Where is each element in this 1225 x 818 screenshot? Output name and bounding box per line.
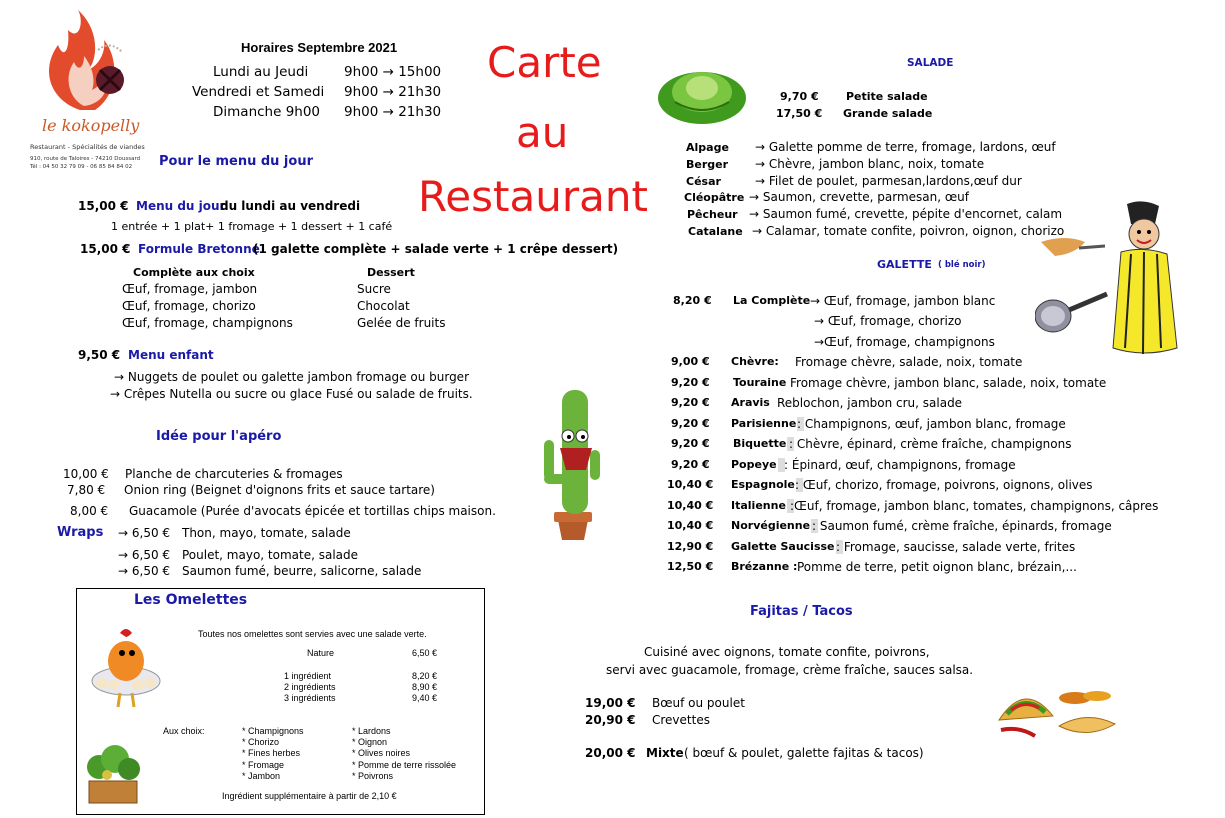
omelette-choix-4: * Fromage: [242, 760, 285, 770]
galette-name-11: Brézanne :: [731, 560, 798, 573]
fajitas-desc-2: servi avec guacamole, fromage, crème fraîche, sauces salsa.: [606, 663, 974, 677]
galette-desc-8: :Œuf, fromage, jambon blanc, tomates, champignons, câpres: [790, 499, 1159, 513]
bretonne-price: 15,00 €: [80, 242, 131, 256]
galette-name-2: Touraine: [733, 376, 787, 389]
mixte-price: 20,00 €: [585, 746, 636, 760]
galette-desc-3: Reblochon, jambon cru, salade: [777, 396, 963, 410]
omelette-choix-2: * Chorizo: [242, 737, 280, 747]
omelette-choix-3: * Fines herbes: [242, 748, 301, 758]
logo-address-line: 910, route de Taloires - 74210 Doussard: [30, 156, 141, 162]
kokopelli-logo-icon: [40, 10, 150, 115]
apero-label-3: Guacamole (Purée d'avocats épicée et tortillas chips maison.: [129, 504, 496, 518]
omelette-price-label-3: 2 ingrédients: [284, 682, 336, 692]
wrap-price-2: → 6,50 €: [118, 548, 171, 562]
cactus-mascot-icon: [538, 380, 608, 542]
salade-heading: SALADE: [907, 57, 954, 69]
galette-price-7: 10,40 €: [667, 478, 714, 491]
complete-choix-2: Œuf, fromage, chorizo: [122, 299, 256, 313]
chicken-icon: [82, 625, 170, 709]
salade-desc-3: → Filet de poulet, parmesan,lardons,œuf dur: [755, 174, 1022, 188]
galette-name-9: [731, 519, 818, 533]
complete-choix-3: Œuf, fromage, champignons: [122, 316, 293, 330]
logo-phone-line: Tél : 04 50 32 79 09 - 06 85 84 84 02: [30, 164, 133, 170]
apero-label-1: Planche de charcuteries & fromages: [125, 467, 343, 481]
salade-desc-5: → Saumon fumé, crevette, pépite d'encornet, calam: [749, 207, 1063, 221]
omelette-price-1: 6,50 €: [412, 648, 438, 658]
omelette-choix-10: * Poivrons: [352, 771, 394, 781]
galette-complete-line-3: →Œuf, fromage, champignons: [814, 335, 995, 349]
apero-label-2: Onion ring (Beignet d'oignons frits et sauce tartare): [124, 483, 435, 497]
wrap-label-1: Thon, mayo, tomate, salade: [182, 526, 351, 540]
mixte-label: Mixte: [646, 746, 684, 760]
salade-desc-6: → Calamar, tomate confite, poivron, oignon, chorizo: [752, 224, 1065, 238]
title-line-1: Carte: [487, 38, 602, 87]
menu-jour-days: du lundi au vendredi: [220, 199, 361, 213]
mixte-desc: ( bœuf & poulet, galette fajitas & tacos): [684, 746, 924, 760]
lettuce-icon: [655, 58, 750, 126]
wrap-label-3: Saumon fumé, beurre, salicorne, salade: [182, 564, 422, 578]
fajitas-desc-1: Cuisiné avec oignons, tomate confite, poivrons,: [644, 645, 930, 659]
omelette-price-label-1: Nature: [307, 648, 335, 658]
omelettes-intro: Toutes nos omelettes sont servies avec une salade verte.: [198, 629, 427, 639]
bretonne-detail: (1 galette complète + salade verte + 1 crêpe dessert): [253, 242, 619, 256]
galette-price-8: 10,40 €: [667, 499, 714, 512]
hours-days-3: Dimanche 9h00: [213, 104, 321, 120]
hours-days-2: Vendredi et Samedi: [192, 84, 325, 100]
fajitas-label-1: Bœuf ou poulet: [652, 696, 745, 710]
galette-name-1: Chèvre:: [731, 355, 779, 368]
dessert-heading: Dessert: [367, 266, 415, 279]
galette-name-6: [731, 458, 785, 472]
salade-name-1: Alpage: [686, 141, 729, 154]
wrap-price-3: → 6,50 €: [118, 564, 171, 578]
hours-time-1: 9h00 → 15h00: [344, 64, 442, 80]
salade-name-3: César: [686, 175, 721, 188]
salade-name-6: Catalane: [688, 225, 743, 238]
enfant-label: Menu enfant: [128, 348, 214, 362]
galette-price-9: 10,40 €: [667, 519, 714, 532]
hours-days-1: Lundi au Jeudi: [213, 64, 309, 80]
menu-jour-heading: Pour le menu du jour: [159, 154, 313, 169]
galette-desc-2: Fromage chèvre, jambon blanc, salade, noix, tomate: [790, 376, 1107, 390]
hours-title: Horaires Septembre 2021: [241, 40, 398, 55]
omelettes-heading: Les Omelettes: [134, 592, 248, 608]
salade-size-price-1: 9,70 €: [780, 90, 819, 103]
salade-name-4: Cléopâtre: [684, 191, 745, 204]
galette-name-10: [731, 540, 843, 554]
enfant-price: 9,50 €: [78, 348, 121, 362]
salade-desc-4: → Saumon, crevette, parmesan, œuf: [749, 190, 969, 204]
salade-size-label-2: Grande salade: [843, 107, 933, 120]
galette-heading: GALETTE: [877, 258, 932, 271]
galette-name-9-text: Norvégienne: [731, 519, 811, 532]
galette-desc-5: : Chèvre, épinard, crème fraîche, champignons: [789, 437, 1072, 451]
tacos-icon: [995, 680, 1120, 742]
apero-price-2: 7,80 €: [67, 483, 106, 497]
galette-desc-4: : Champignons, œuf, jambon blanc, fromage: [797, 417, 1066, 431]
galette-price-3: 9,20 €: [671, 396, 710, 409]
title-line-2: au: [516, 108, 569, 157]
galette-price-2: 9,20 €: [671, 376, 710, 389]
omelette-choix-6: * Lardons: [352, 726, 391, 736]
omelette-choix-8: * Olives noires: [352, 748, 411, 758]
galette-price-11: 12,50 €: [667, 560, 714, 573]
galette-desc-1: Fromage chèvre, salade, noix, tomate: [795, 355, 1023, 369]
omelette-price-4: 9,40 €: [412, 693, 438, 703]
fajitas-label-2: Crevettes: [652, 713, 710, 727]
galette-desc-6: : Épinard, œuf, champignons, fromage: [784, 458, 1016, 472]
salade-name-5: Pêcheur: [687, 208, 738, 221]
galette-desc-9: : Saumon fumé, crème fraîche, épinards, fromage: [812, 519, 1112, 533]
omelette-price-label-2: 1 ingrédient: [284, 671, 332, 681]
fajitas-price-2: 20,90 €: [585, 713, 636, 727]
galette-name-4-text: Parisienne: [731, 417, 797, 430]
galette-name-5-text: Biquette: [733, 437, 787, 450]
galette-desc-10: : Fromage, saucisse, salade verte, frites: [836, 540, 1076, 554]
dessert-3: Gelée de fruits: [357, 316, 446, 330]
salade-name-2: Berger: [686, 158, 729, 171]
galette-name-3: Aravis: [731, 396, 770, 409]
logo-address: [30, 155, 140, 171]
enfant-line-2: → Crêpes Nutella ou sucre ou glace Fusé ou salade de fruits.: [110, 387, 473, 401]
omelette-choix-5: * Jambon: [242, 771, 281, 781]
restaurant-logo: [30, 10, 150, 170]
bretonne-label: Formule Bretonne: [138, 242, 260, 256]
logo-brand: le kokopelly: [42, 116, 140, 135]
galette-desc-7: : Œuf, chorizo, fromage, poivrons, oignons, olives: [795, 478, 1093, 492]
wrap-price-1: → 6,50 €: [118, 526, 171, 540]
menu-jour-label: Menu du jour: [136, 199, 226, 213]
apero-price-3: 8,00 €: [70, 504, 109, 518]
dessert-1: Sucre: [357, 282, 391, 296]
galette-desc-11: Pomme de terre, petit oignon blanc, brézain,...: [797, 560, 1077, 574]
galette-subheading: ( blé noir): [938, 260, 986, 270]
wraps-label: Wraps: [57, 525, 104, 540]
salade-size-label-1: Petite salade: [846, 90, 928, 103]
galette-price-6: 9,20 €: [671, 458, 710, 471]
menu-jour-price: 15,00 €: [78, 199, 129, 213]
omelette-price-label-4: 3 ingrédients: [284, 693, 336, 703]
galette-complete-line-1: → Œuf, fromage, jambon blanc: [810, 294, 996, 308]
galette-price-10: 12,90 €: [667, 540, 714, 553]
apero-price-1: 10,00 €: [63, 467, 109, 481]
omelette-choix-1: * Champignons: [242, 726, 304, 736]
galette-name-5: [733, 437, 794, 451]
galette-complete-line-2: → Œuf, fromage, chorizo: [814, 314, 962, 328]
omelette-choix-label: Aux choix:: [163, 726, 205, 736]
fajitas-heading: Fajitas / Tacos: [750, 604, 853, 619]
galette-name-4: [731, 417, 804, 431]
galette-name-7: [731, 478, 803, 492]
enfant-line-1: → Nuggets de poulet ou galette jambon fromage ou burger: [114, 370, 470, 384]
hours-time-3: 9h00 → 21h30: [344, 104, 442, 120]
title-line-3: Restaurant: [418, 172, 648, 221]
apero-heading: Idée pour l'apéro: [156, 429, 282, 444]
omelette-supplement: Ingrédient supplémentaire à partir de 2,10 €: [222, 791, 397, 801]
galette-complete-name: La Complète: [733, 294, 811, 307]
galette-name-8: [731, 499, 794, 513]
omelette-price-2: 8,20 €: [412, 671, 438, 681]
galette-price-1: 9,00 €: [671, 355, 710, 368]
omelette-choix-9: * Pomme de terre rissolée: [352, 760, 457, 770]
fajitas-price-1: 19,00 €: [585, 696, 636, 710]
omelettes-box: [76, 588, 485, 815]
galette-name-6-text: Popeye: [731, 458, 777, 471]
galette-price-5: 9,20 €: [671, 437, 710, 450]
complete-choix-1: Œuf, fromage, jambon: [122, 282, 258, 296]
salade-desc-1: → Galette pomme de terre, fromage, lardons, œuf: [755, 140, 1056, 154]
galette-name-7-text: Espagnole: [731, 478, 795, 491]
galette-price-4: 9,20 €: [671, 417, 710, 430]
hours-time-2: 9h00 → 21h30: [344, 84, 442, 100]
omelette-price-3: 8,90 €: [412, 682, 438, 692]
menu-jour-detail: 1 entrée + 1 plat+ 1 fromage + 1 dessert + 1 café: [111, 220, 393, 233]
wrap-label-2: Poulet, mayo, tomate, salade: [182, 548, 359, 562]
crepe-chef-icon: [1035, 198, 1190, 363]
complete-choix-heading: Complète aux choix: [133, 266, 255, 279]
logo-tagline: Restaurant - Spécialités de viandes: [30, 143, 145, 151]
omelette-choix-7: * Oignon: [352, 737, 388, 747]
herb-planter-icon: [83, 737, 143, 805]
galette-name-10-text: Galette Saucisse: [731, 540, 835, 553]
salade-size-price-2: 17,50 €: [776, 107, 823, 120]
galette-name-8-text: Italienne: [731, 499, 786, 512]
galette-complete-price: 8,20 €: [673, 294, 712, 307]
salade-desc-2: → Chèvre, jambon blanc, noix, tomate: [755, 157, 985, 171]
dessert-2: Chocolat: [357, 299, 410, 313]
